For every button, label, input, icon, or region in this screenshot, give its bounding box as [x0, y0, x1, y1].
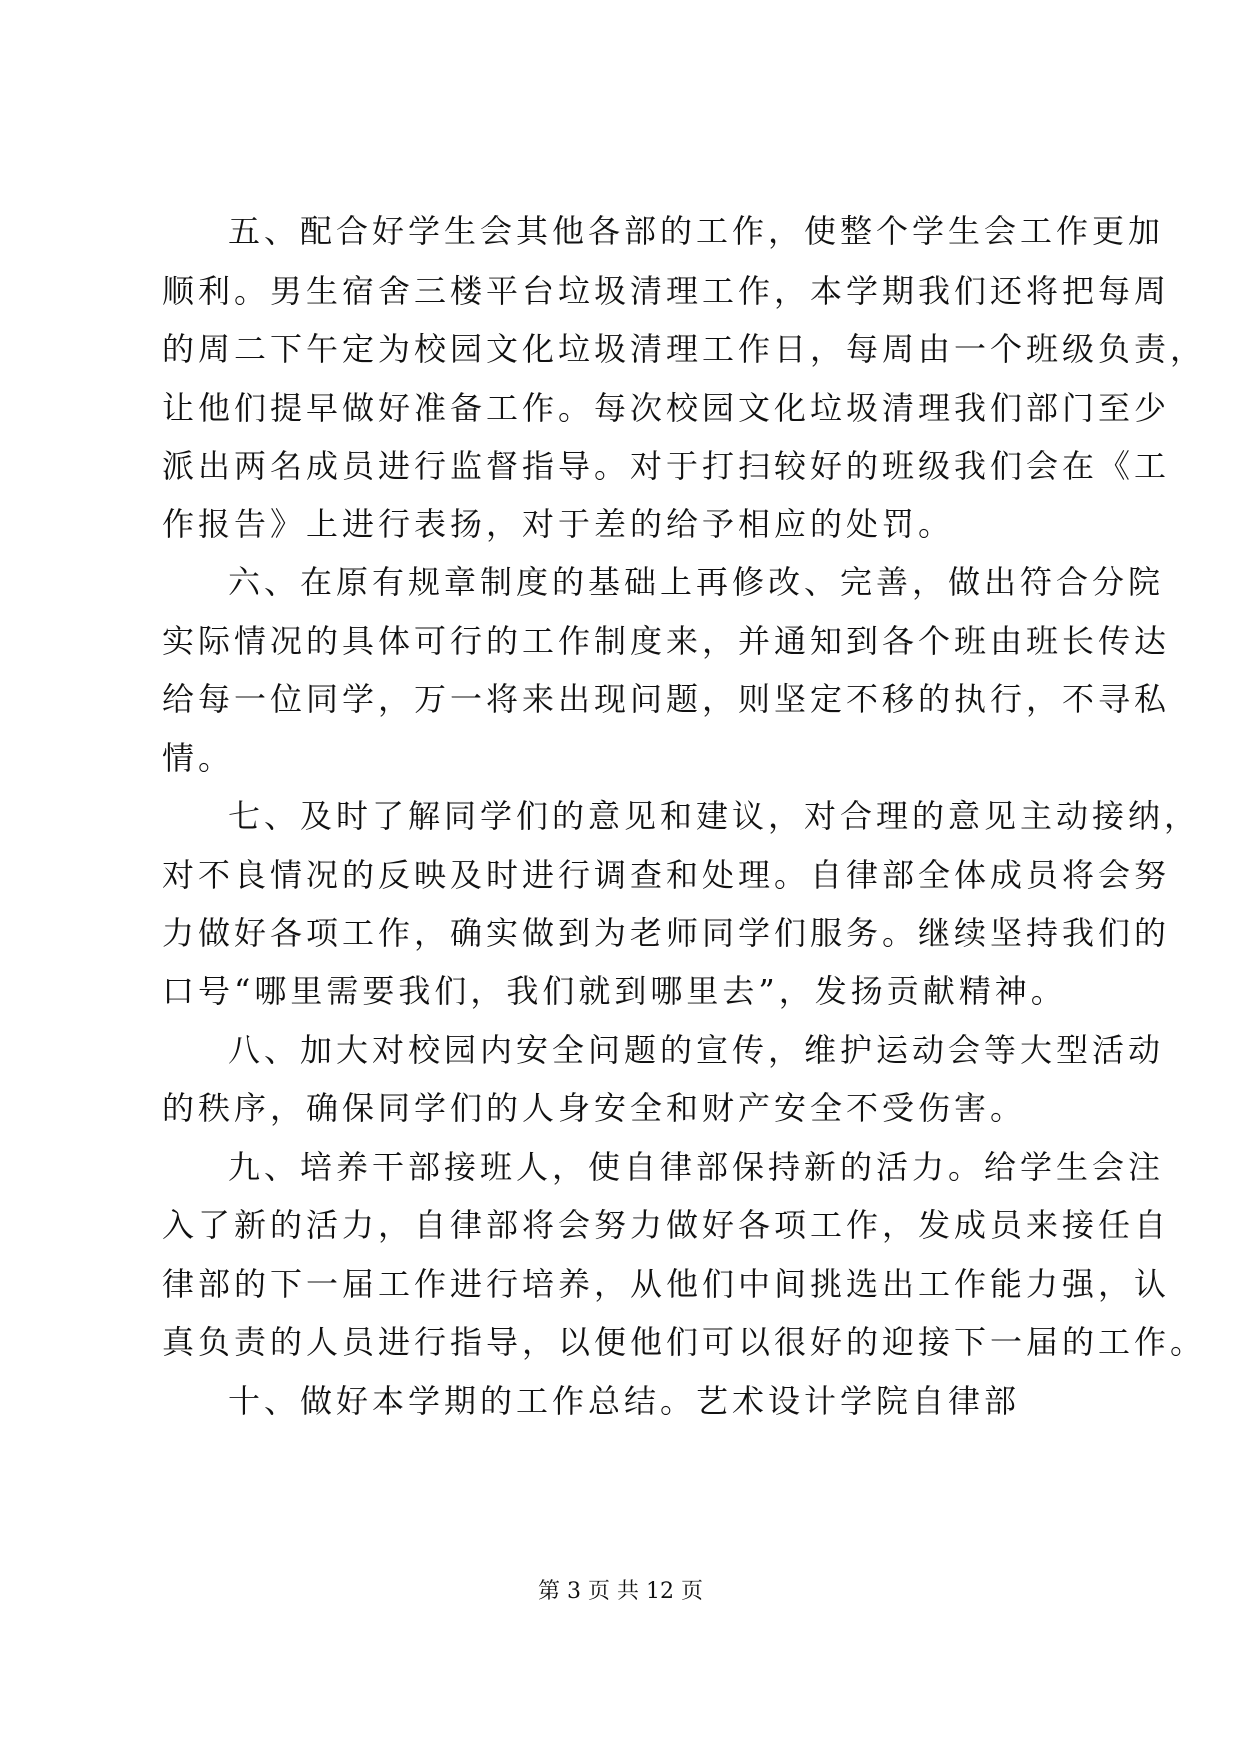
paragraph-7-line-4: 口号“哪里需要我们，我们就到哪里去”，发扬贡献精神。: [162, 972, 1067, 1010]
paragraph-7-line-3: 力做好各项工作，确实做到为老师同学们服务。继续坚持我们的: [162, 914, 1171, 952]
paragraph-9-line-3: 律部的下一届工作进行培养，从他们中间挑选出工作能力强，认: [162, 1265, 1171, 1303]
paragraph-6-line-1: 六、在原有规章制度的基础上再修改、完善，做出符合分院: [228, 563, 1165, 601]
paragraph-9-line-1: 九、培养干部接班人，使自律部保持新的活力。给学生会注: [228, 1148, 1165, 1186]
paragraph-10-line-1: 十、做好本学期的工作总结。艺术设计学院自律部: [228, 1382, 1021, 1420]
paragraph-6-line-2: 实际情况的具体可行的工作制度来，并通知到各个班由班长传达: [162, 622, 1171, 660]
paragraph-9-line-4: 真负责的人员进行指导，以便他们可以很好的迎接下一届的工作。: [162, 1323, 1207, 1361]
paragraph-7-line-1: 七、及时了解同学们的意见和建议，对合理的意见主动接纳，: [228, 797, 1201, 835]
paragraph-5-line-1: 五、配合好学生会其他各部的工作，使整个学生会工作更加: [228, 212, 1165, 250]
paragraph-6-line-3: 给每一位同学，万一将来出现问题，则坚定不移的执行，不寻私: [162, 680, 1171, 718]
paragraph-8-line-1: 八、加大对校园内安全问题的宣传，维护运动会等大型活动: [228, 1031, 1165, 1069]
paragraph-5-line-5: 派出两名成员进行监督指导。对于打扫较好的班级我们会在《工: [162, 447, 1171, 485]
paragraph-5-line-3: 的周二下午定为校园文化垃圾清理工作日，每周由一个班级负责，: [162, 330, 1207, 368]
paragraph-9-line-2: 入了新的活力，自律部将会努力做好各项工作，发成员来接任自: [162, 1206, 1171, 1244]
paragraph-5-line-4: 让他们提早做好准备工作。每次校园文化垃圾清理我们部门至少: [162, 389, 1171, 427]
paragraph-5-line-6: 作报告》上进行表扬，对于差的给予相应的处罚。: [162, 505, 955, 543]
paragraph-6-line-4: 情。: [162, 739, 235, 777]
paragraph-5-line-2: 顺利。男生宿舍三楼平台垃圾清理工作，本学期我们还将把每周: [162, 272, 1171, 310]
page-number-footer: 第 3 页 共 12 页: [538, 1579, 703, 1604]
paragraph-7-line-2: 对不良情况的反映及时进行调查和处理。自律部全体成员将会努: [162, 856, 1171, 894]
paragraph-8-line-2: 的秩序，确保同学们的人身安全和财产安全不受伤害。: [162, 1089, 1027, 1127]
